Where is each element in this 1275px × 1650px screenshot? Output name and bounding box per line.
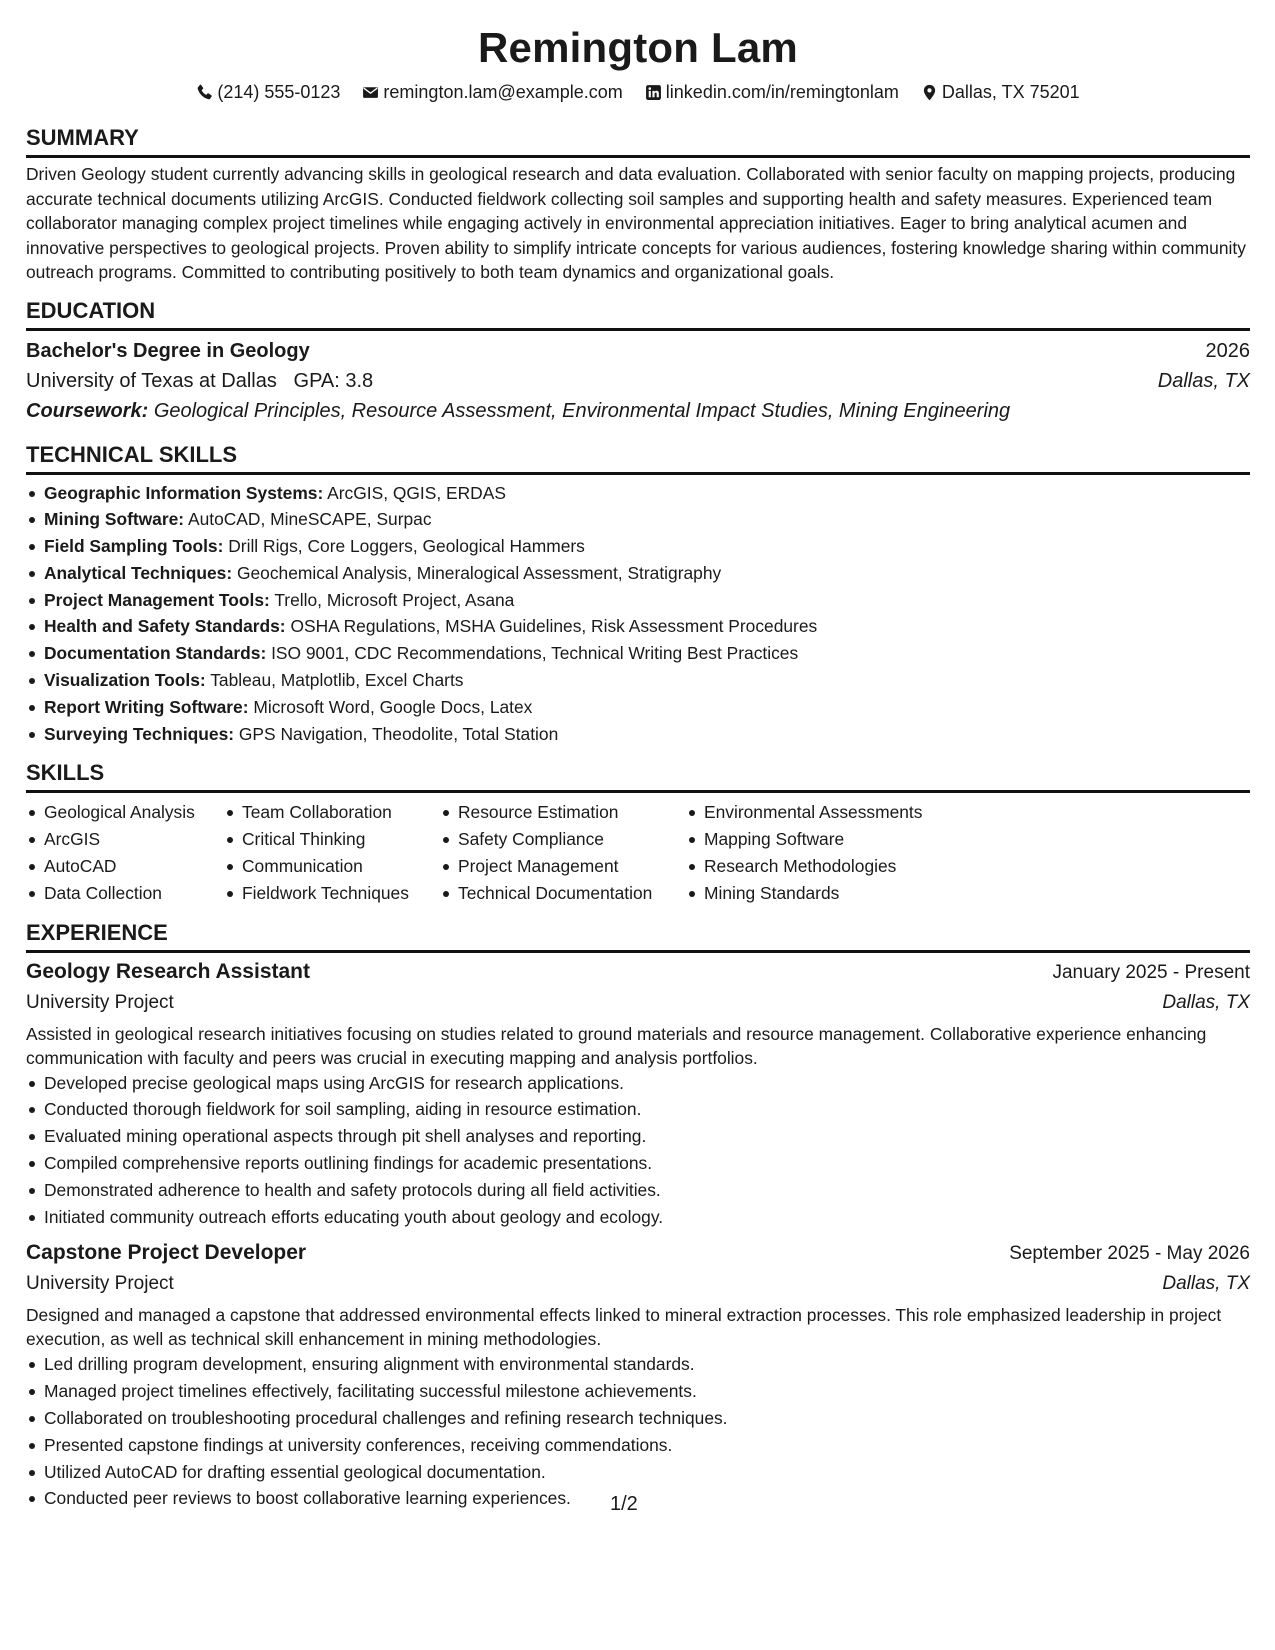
list-item: Safety Compliance (440, 826, 686, 853)
resume-page (26, 20, 1250, 1512)
list-item: Managed project timelines effectively, facilitating successful milestone achievements. (26, 1378, 1250, 1405)
list-item: Data Collection (26, 880, 224, 907)
list-item: Conducted peer reviews to boost collaborative learning experiences. (26, 1485, 1250, 1512)
skills-heading: SKILLS (26, 759, 1250, 793)
list-item: Surveying Techniques: GPS Navigation, Theodolite, Total Station (26, 721, 1250, 748)
job-organization: University Project (26, 991, 174, 1013)
contact-email[interactable] (362, 80, 622, 104)
school-location: Dallas, TX (1157, 369, 1250, 392)
list-item: Utilized AutoCAD for drafting essential geological documentation. (26, 1459, 1250, 1486)
list-item: Developed precise geological maps using ArcGIS for research applications. (26, 1070, 1250, 1097)
list-item: Team Collaboration (224, 799, 440, 826)
job-title: Geology Research Assistant (26, 959, 310, 983)
contact-location (921, 80, 1080, 104)
technical-skills-list (26, 480, 1250, 748)
job-location: Dallas, TX (1162, 991, 1250, 1013)
coursework-list: Geological Principles, Resource Assessment, Environmental Impact Studies, Mining Engineering (153, 399, 1011, 422)
coursework-label: Coursework: (26, 399, 149, 422)
education-heading: EDUCATION (26, 297, 1250, 331)
list-item: Collaborated on troubleshooting procedural challenges and refining research techniques. (26, 1405, 1250, 1432)
job-bullets (26, 1351, 1250, 1512)
list-item: Demonstrated adherence to health and safety protocols during all field activities. (26, 1177, 1250, 1204)
list-item: Fieldwork Techniques (224, 880, 440, 907)
linkedin-text: linkedin.com/in/remingtonlam (665, 82, 899, 102)
linkedin-icon (645, 84, 662, 101)
location-text: Dallas, TX 75201 (941, 82, 1080, 102)
map-marker-icon (921, 84, 938, 101)
list-item: Technical Documentation (440, 880, 686, 907)
list-item: ArcGIS (26, 826, 224, 853)
contact-phone[interactable] (196, 80, 340, 104)
job-dates: January 2025 - Present (1052, 961, 1250, 983)
degree-title: Bachelor's Degree in Geology (26, 339, 310, 362)
list-item: Documentation Standards: ISO 9001, CDC Recommendations, Technical Writing Best Practices (26, 640, 1250, 667)
job-title: Capstone Project Developer (26, 1241, 307, 1265)
list-item: Project Management Tools: Trello, Microsoft Project, Asana (26, 587, 1250, 614)
contact-bar (26, 80, 1250, 104)
job-bullets (26, 1070, 1250, 1231)
technical-skills-heading: TECHNICAL SKILLS (26, 441, 1250, 475)
list-item: Critical Thinking (224, 826, 440, 853)
list-item: Led drilling program development, ensuring alignment with environmental standards. (26, 1351, 1250, 1378)
job-entry (26, 957, 1250, 1231)
envelope-icon (362, 84, 379, 101)
school-name: University of Texas at Dallas (26, 369, 277, 392)
list-item: Mapping Software (686, 826, 966, 853)
job-organization: University Project (26, 1273, 174, 1295)
list-item: Research Methodologies (686, 853, 966, 880)
list-item: Report Writing Software: Microsoft Word, Google Docs, Latex (26, 694, 1250, 721)
job-location: Dallas, TX (1162, 1273, 1250, 1295)
list-item: Analytical Techniques: Geochemical Analysis, Mineralogical Assessment, Stratigraphy (26, 560, 1250, 587)
list-item: Conducted thorough fieldwork for soil sampling, aiding in resource estimation. (26, 1096, 1250, 1123)
skills-column (224, 799, 440, 906)
list-item: Evaluated mining operational aspects through pit shell analyses and reporting. (26, 1123, 1250, 1150)
experience-heading: EXPERIENCE (26, 919, 1250, 953)
coursework-line (26, 396, 1250, 426)
list-item: Environmental Assessments (686, 799, 966, 826)
job-dates: September 2025 - May 2026 (1009, 1243, 1250, 1265)
gpa: GPA: 3.8 (293, 369, 374, 392)
list-item: Geographic Information Systems: ArcGIS, QGIS, ERDAS (26, 480, 1250, 507)
list-item: Compiled comprehensive reports outlining findings for academic presentations. (26, 1150, 1250, 1177)
list-item: Geological Analysis (26, 799, 224, 826)
job-description: Assisted in geological research initiatives focusing on studies related to ground materials and resource management. Collaborative experience enhancing communication with faculty and peers was crucial in executing mapping and analysis portfolios. (26, 1023, 1207, 1068)
list-item: Resource Estimation (440, 799, 686, 826)
job-description: Designed and managed a capstone that addressed environmental effects linked to mineral extraction processes. This role emphasized leadership in project execution, as well as technical skill enhancement in mining methodologies. (26, 1305, 1222, 1350)
education-section (26, 297, 1250, 426)
list-item: Field Sampling Tools: Drill Rigs, Core Loggers, Geological Hammers (26, 533, 1250, 560)
summary-text: Driven Geology student currently advancing skills in geological research and data evaluation. Collaborated with senior faculty on mapping projects, producing accurate technical documents utilizing ArcGIS. Conducted fieldwork collecting soil samples and supporting health and safety measures. Experienced team collaborator managing complex project timelines while engaging actively in environmental appreciation initiatives. Eager to bring analytical acumen and innovative perspectives to geological projects. Proven ability to simplify intricate concepts for various audiences, fostering knowledge sharing within community outreach programs. Committed to contributing positively to both team dynamics and organizational goals. (26, 164, 1246, 282)
experience-section (26, 919, 1250, 1513)
phone-icon (196, 84, 213, 101)
list-item: Initiated community outreach efforts educating youth about geology and ecology. (26, 1204, 1250, 1231)
contact-linkedin[interactable] (645, 80, 899, 104)
list-item: Health and Safety Standards: OSHA Regulations, MSHA Guidelines, Risk Assessment Procedures (26, 613, 1250, 640)
list-item: Mining Software: AutoCAD, MineSCAPE, Surpac (26, 506, 1250, 533)
list-item: Project Management (440, 853, 686, 880)
phone-text: (214) 555-0123 (217, 82, 341, 102)
skills-column (686, 799, 966, 906)
summary-heading: SUMMARY (26, 124, 1250, 158)
school-line (26, 366, 373, 396)
technical-skills-section (26, 441, 1250, 748)
email-text: remington.lam@example.com (383, 82, 623, 102)
list-item: Mining Standards (686, 880, 966, 907)
candidate-name: Remington Lam (478, 24, 798, 71)
list-item: Presented capstone findings at university conferences, receiving commendations. (26, 1432, 1250, 1459)
skills-column (26, 799, 224, 906)
skills-grid (26, 799, 1250, 906)
list-item: AutoCAD (26, 853, 224, 880)
skills-section (26, 759, 1250, 906)
graduation-year: 2026 (1205, 339, 1250, 362)
summary-section (26, 124, 1250, 285)
job-entry (26, 1238, 1250, 1512)
list-item: Communication (224, 853, 440, 880)
page-number: 1/2 (610, 1493, 638, 1515)
skills-column (440, 799, 686, 906)
list-item: Visualization Tools: Tableau, Matplotlib, Excel Charts (26, 667, 1250, 694)
